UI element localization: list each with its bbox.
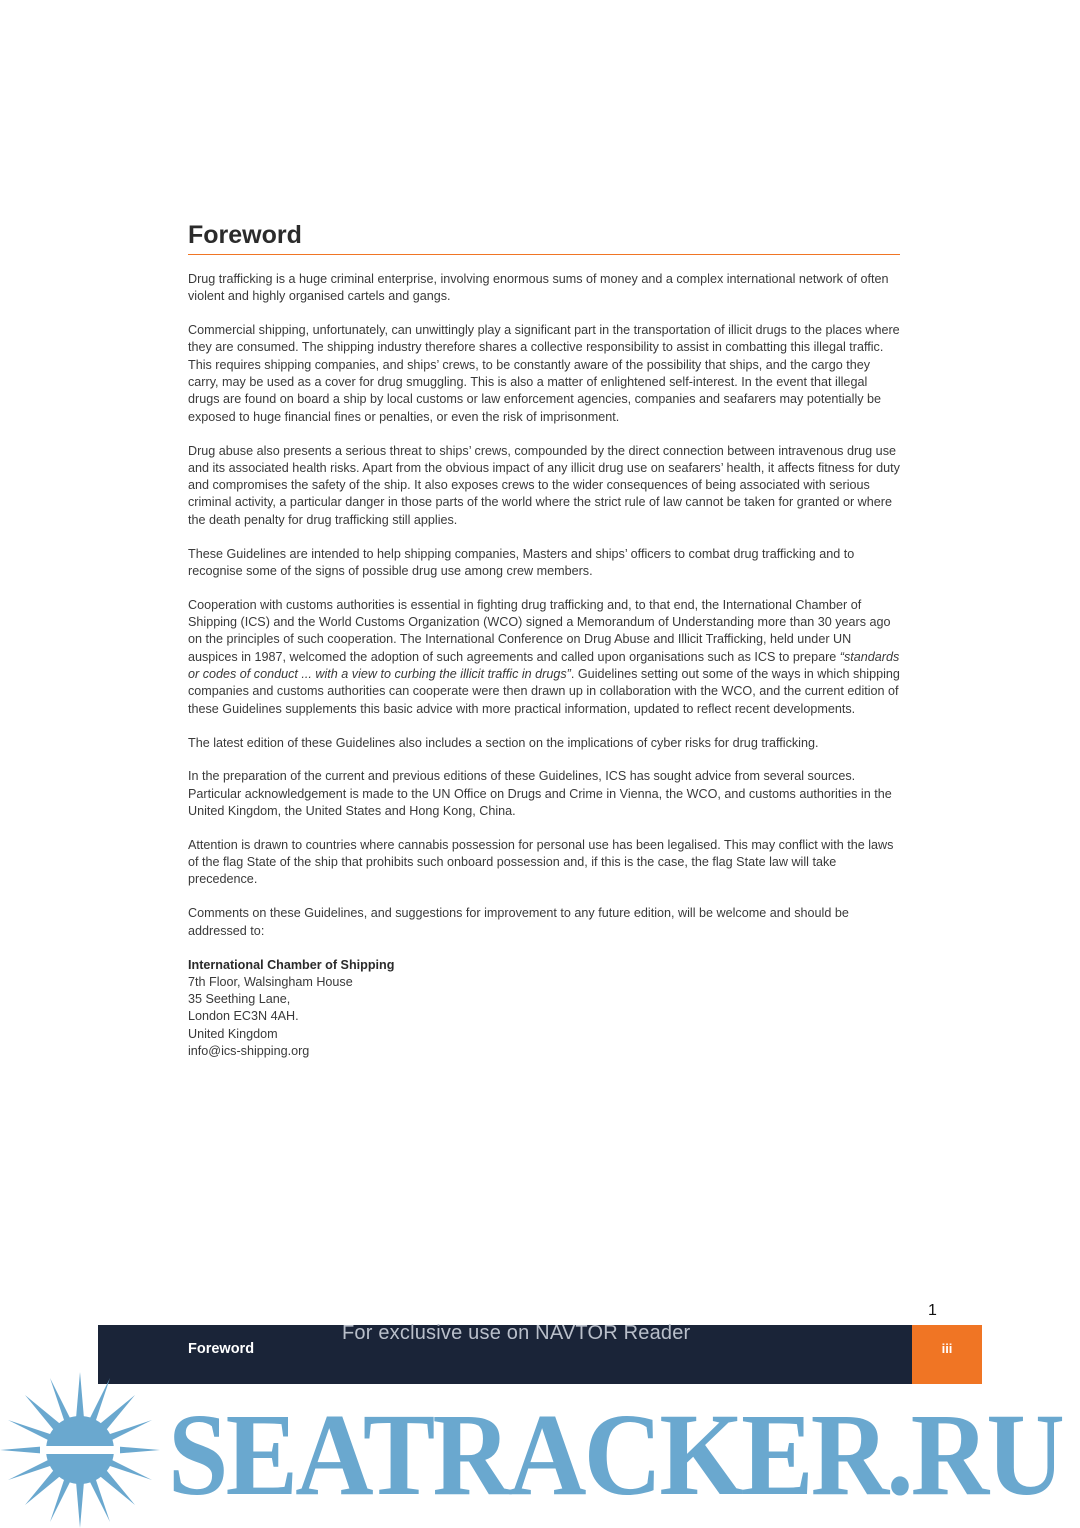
- paragraph-cooperation: [188, 597, 900, 718]
- page-content: [188, 220, 900, 1060]
- address-email[interactable]: info@ics-shipping.org: [188, 1044, 310, 1059]
- paragraph-cannabis: Attention is drawn to countries where cannabis possession for personal use has been legalised. This may conflict with the laws of the flag State of the ship that prohibits such onboard possession and, if this is the case, the flag State law will take precedence.: [188, 837, 894, 887]
- footer-section-label: Foreword: [188, 1341, 255, 1357]
- footer-page-tab: iii: [912, 1325, 982, 1384]
- sun-burst-icon: [0, 1372, 160, 1528]
- address-organisation: International Chamber of Shipping: [188, 957, 395, 972]
- paragraph-drug-abuse: Drug abuse also presents a serious threat to ships’ crews, compounded by the direct connection between intravenous drug use and its associated health risks. Apart from the obvious impact of any illicit drug use on seafarers’ health, it affects fitness for duty and compromises the safety of the ship. It also exposes crews to the wider consequences of being associated with serious criminal activity, a particular danger in those parts of the world where the strict rule of law cannot be taken for granted or where the death penalty for drug trafficking still applies.: [188, 443, 900, 527]
- contact-address: [188, 957, 900, 1061]
- cooperation-text-end: . Guidelines setting out some of the ways in which shipping companies and customs authorities can cooperate were then drawn up in collaboration with the WCO, and the current edition of these Guidelines supplements this basic advice with more practical information, updated to reflect recent developments.: [188, 667, 900, 716]
- paragraph-comments: Comments on these Guidelines, and suggestions for improvement to any future edition, will be welcome and should be addressed to:: [188, 906, 849, 938]
- cooperation-quote: “standards or codes of conduct ... with a view to curbing the illicit traffic in drugs”: [188, 649, 900, 682]
- paragraph-acknowledgement: In the preparation of the current and previous editions of these Guidelines, ICS has sought advice from several sources. Particular acknowledgement is made to the UN Office on Drugs and Crime in Vienna, the WCO, and customs authorities in the United Kingdom, the United States and Hong Kong, China.: [188, 769, 892, 818]
- cooperation-text-start: Cooperation with customs authorities is essential in fighting drug trafficking and, to that end, the International Chamber of Shipping (ICS) and the World Customs Organization (WCO) signed a Memorandum of Understanding more than 30 years ago on the principles of such cooperation. The International Conference on Drug Abuse and Illicit Trafficking, held under UN auspices in 1987, welcomed the adoption of such agreements and called upon organisations such as ICS to prepare: [188, 597, 891, 664]
- address-line-2: 35 Seething Lane,: [188, 992, 291, 1007]
- watermark-text: SEATRACKER.RU: [168, 1389, 1063, 1520]
- paragraph-cyber-risks: The latest edition of these Guidelines also includes a section on the implications of cyber risks for drug trafficking.: [188, 735, 819, 750]
- paragraph-drug-trafficking: Drug trafficking is a huge criminal enterprise, involving enormous sums of money and a complex international network of often violent and highly organised cartels and gangs.: [188, 272, 889, 304]
- address-country: United Kingdom: [188, 1026, 278, 1041]
- page-number: 1: [928, 1302, 937, 1319]
- address-line-1: 7th Floor, Walsingham House: [188, 974, 353, 989]
- paragraph-guidelines-purpose: These Guidelines are intended to help shipping companies, Masters and ships’ officers to combat drug trafficking and to recognise some of the signs of possible drug use among crew members.: [188, 546, 855, 578]
- paragraph-commercial-shipping: Commercial shipping, unfortunately, can unwittingly play a significant part in the transportation of illicit drugs to the places where they are consumed. The shipping industry therefore shares a collective responsibility to assist in combatting this illegal traffic. This requires shipping companies, and ships’ crews, to be constantly aware of the possibility that ships, and the cargo they carry, may be used as a cover for drug smuggling. This is also a matter of enlightened self-interest. In the event that illegal drugs are found on board a ship by local customs or law enforcement agencies, companies and seafarers may potentially be exposed to huge financial fines or penalties, or even the risk of imprisonment.: [188, 323, 900, 424]
- navtor-reader-notice: For exclusive use on NAVTOR Reader: [342, 1322, 691, 1344]
- address-line-3: London EC3N 4AH.: [188, 1009, 299, 1024]
- page-title: Foreword: [188, 220, 900, 255]
